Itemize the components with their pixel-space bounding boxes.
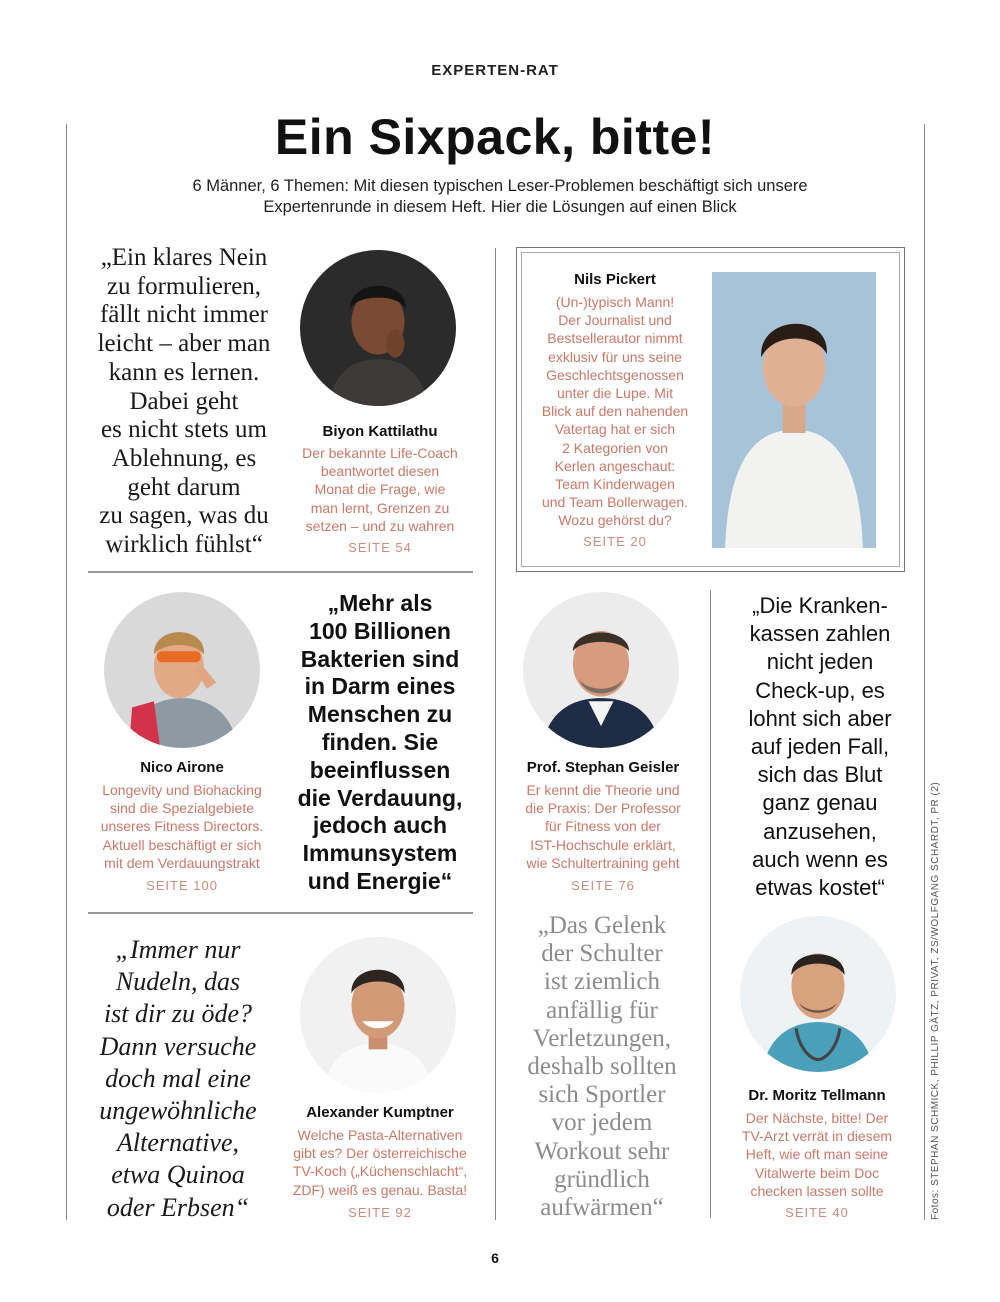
desc-line: Monat die Frage, wie [314,481,446,498]
portrait-biyon [300,250,456,406]
quote-line: zu sagen, was du [99,502,269,530]
quote-line: Check-up, es [755,677,885,703]
desc-line: Vatertag hat er sich [554,421,676,438]
page-ref-alexander: SEITE 92 [348,1205,412,1220]
desc-line: exklusiv für uns seine [548,348,682,365]
page-ref-nils: SEITE 20 [583,534,647,549]
quote-line: „Die Kranken- [752,593,888,618]
desc-line: Vitalwerte beim Doc [754,1164,880,1181]
desc-line: Welche Pasta-Alternativen [297,1127,463,1143]
quote-line: etwas kostet“ [755,875,885,901]
desc-line: wie Schultertraining geht [526,854,680,871]
quote-line: lohnt sich aber [748,705,892,731]
desc-line: unseres Fitness Directors. [100,818,264,835]
quote-line: Immunsystem [302,840,458,867]
desc-line: gibt es? Der österreichische [293,1145,467,1162]
quote-line: deshalb sollten [527,1053,677,1081]
quote-line: Alternative, [116,1128,239,1158]
desc-line: ZDF) weiß es genau. Basta! [292,1181,468,1198]
right-column-rule [710,590,711,1218]
quote-moritz [722,592,918,902]
quote-line: auf jeden Fall, [750,734,890,760]
desc-line: Heft, wie oft man seine [745,1146,889,1163]
portrait-nico [104,592,260,748]
quote-line: „Das Gelenk [537,912,667,939]
quote-line: anzusehen, [763,818,877,844]
quote-line: die Verdauung, [297,784,463,811]
expert-name-nils: Nils Pickert [574,271,656,288]
desc-line: man lernt, Grenzen zu [310,499,450,516]
desc-line: sind die Spezialgebiete [110,800,254,817]
quote-line: Dann versuche [99,1031,257,1061]
quote-line: 100 Billionen [309,617,451,644]
quote-line: ist ziemlich [544,968,660,996]
quote-line: auch wenn es [752,846,888,872]
desc-line: Der Nächste, bitte! Der [745,1110,889,1126]
desc-line: für Fitness von der [545,818,661,835]
expert-name-moritz: Dr. Moritz Tellmann [748,1087,886,1104]
desc-line: Geschlechtsgenossen [546,366,684,383]
page-title: Ein Sixpack, bitte! [274,109,716,165]
expert-name-stephan: Prof. Stephan Geisler [526,759,680,776]
expert-desc-nils [520,293,710,530]
desc-line: IST-Hochschule erklärt, [530,836,676,853]
row-divider-left-1 [88,571,473,573]
quote-line: „Mehr als [327,590,433,616]
right-frame-rule [924,124,925,1220]
quote-line: finden. Sie [321,728,439,755]
page-number: 6 [491,1250,499,1266]
expert-name-biyon: Biyon Kattilathu [322,423,438,440]
desc-line: Aktuell beschäftigt er sich [102,836,262,853]
desc-line: Longevity und Biohacking [102,782,262,798]
quote-line: aufwärmen“ [540,1194,664,1222]
quote-line: es nicht stets um [101,416,267,444]
desc-line: mit dem Verdauungstrakt [104,854,260,871]
portrait-moritz [740,916,896,1072]
quote-line: Dabei geht [129,387,239,415]
photo-credit: Fotos: STEPHAN SCHMICK, PHILLIP GÄTZ, PRIVAT, ZS/WOLFGANG SCHARDT, PR (2) [930,781,941,1220]
quote-line: kann es lernen. [108,358,260,386]
quote-line: wirklich fühlst“ [105,531,263,559]
quote-line: Nudeln, das [115,967,241,997]
desc-line: Der bekannte Life-Coach [302,445,458,461]
quote-line: anfällig für [546,996,658,1024]
quote-line: kassen zahlen [749,621,891,647]
quote-line: sich das Blut [757,762,883,788]
quote-line: ganz genau [762,790,878,816]
quote-line: nicht jeden [766,649,874,675]
quote-alexander [80,934,276,1224]
page-ref-nico: SEITE 100 [146,878,218,893]
page-ref-biyon: SEITE 54 [348,540,412,555]
quote-line: geht darum [127,473,241,501]
quote-line: der Schulter [541,940,663,968]
expert-desc-biyon [272,444,488,535]
page-subtitle: 6 Männer, 6 Themen: Mit diesen typischen Leser-Problemen beschäftigt sich unsere Expertenrunde in diesem Heft. Hier die Lösungen auf einen Blick [192,177,808,216]
desc-line: Blick auf den nahenden [541,403,689,420]
desc-line: TV-Arzt verrät in diesem [741,1128,893,1145]
desc-line: unter die Lupe. Mit [557,385,673,402]
quote-line: gründlich [554,1165,650,1193]
quote-line: und Energie“ [307,867,453,894]
quote-line: jedoch auch [312,812,448,839]
expert-desc-stephan [496,781,710,872]
quote-line: etwa Quinoa [111,1160,245,1190]
desc-line: Team Kinderwagen [555,476,675,493]
desc-line: 2 Kategorien von [562,439,668,456]
desc-line: und Team Bollerwagen. [541,494,689,511]
expert-desc-moritz [712,1109,922,1200]
quote-line: ungewöhnliche [99,1096,257,1126]
desc-line: TV-Koch („Küchenschlacht“, [292,1163,468,1180]
quote-line: leicht – aber man [97,330,271,358]
quote-line: doch mal eine [105,1063,251,1093]
desc-line: (Un-)typisch Mann! [555,294,675,310]
quote-line: fällt nicht immer [99,301,268,329]
quote-line: „Ein klares Nein [100,244,268,271]
quote-line: Verletzungen, [532,1024,672,1052]
desc-line: setzen – und zu wahren [305,517,455,534]
section-kicker: EXPERTEN-RAT [431,62,559,79]
desc-line: Er kennt die Theorie und [526,782,680,798]
desc-line: Bestsellerautor nimmt [547,330,683,347]
quote-line: Ablehnung, es [111,444,257,472]
portrait-nils [712,272,876,548]
desc-line: Wozu gehörst du? [558,512,672,529]
quote-line: zu formulieren, [106,272,262,300]
quote-line: in Darm eines [304,673,456,700]
quote-line: Menschen zu [307,701,453,728]
desc-line: checken lassen sollte [750,1182,884,1199]
desc-line: die Praxis: Der Professor [525,800,681,817]
desc-line: beantwortet diesen [320,463,440,480]
quote-biyon [84,244,284,560]
desc-line: Der Journalist und [558,312,672,329]
expert-desc-alexander [270,1126,490,1199]
center-column-rule [495,248,496,1220]
portrait-alexander [300,937,456,1093]
quote-stephan [502,912,702,1222]
quote-line: Bakterien sind [300,645,460,672]
quote-line: oder Erbsen“ [106,1192,250,1222]
expert-name-alexander: Alexander Kumptner [306,1104,454,1121]
desc-line: Kerlen angeschaut: [554,457,676,474]
quote-line: vor jedem [551,1109,653,1137]
quote-line: Workout sehr [534,1137,670,1165]
page-ref-stephan: SEITE 76 [571,878,635,893]
portrait-stephan [523,592,679,748]
expert-desc-nico [74,781,290,872]
quote-line: sich Sportler [538,1081,666,1109]
left-frame-rule [66,124,67,1220]
quote-line: „Immer nur [115,935,241,964]
row-divider-left-2 [88,912,473,914]
quote-line: ist dir zu öde? [103,999,253,1029]
quote-line: beeinflussen [309,756,451,783]
expert-name-nico: Nico Airone [140,759,224,776]
page-ref-moritz: SEITE 40 [785,1205,849,1220]
quote-nico [280,590,480,896]
